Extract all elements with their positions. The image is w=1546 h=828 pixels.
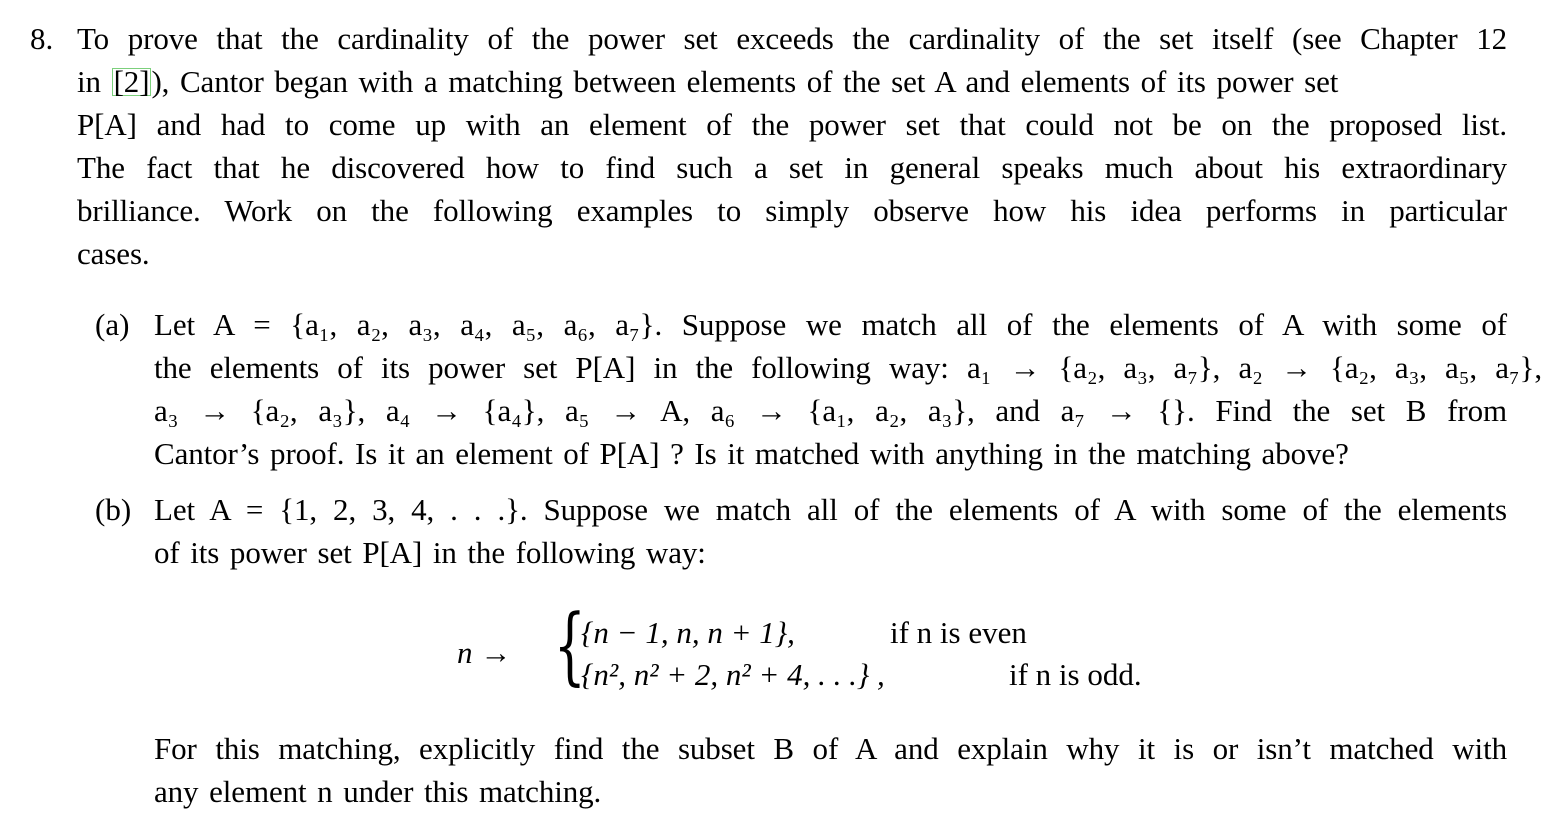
case-even-condition: if n is even (890, 615, 1027, 650)
intro-line-6: cases. (77, 236, 150, 271)
intro-line-2-rest: ), Cantor began with a matching between elements of the set A and elements of its power set (151, 64, 1339, 99)
problem-number: 8. (30, 21, 54, 56)
intro-line-4: The fact that he discovered how to find such a set in general speaks much about his extraordinary (77, 150, 1507, 185)
case-even-expression: {n − 1, n, n + 1}, (581, 615, 795, 650)
intro-line-1: To prove that the cardinality of the power set exceeds the cardinality of the set itself (see Chapter 12 (77, 21, 1507, 56)
part-a-line-4: Cantor’s proof. Is it an element of P[A] ? Is it matched with anything in the matching above? (154, 436, 1349, 471)
part-a-line-1: Let A = {a₁, a₂, a₃, a₄, a₅, a₆, a₇}. Suppose we match all of the elements of A with some of (154, 307, 1507, 342)
intro-line-3: P[A] and had to come up with an element of the power set that could not be on the proposed list. (77, 107, 1507, 142)
part-a-line-2: the elements of its power set P[A] in the following way: a₁ → {a₂, a₃, a₇}, a₂ → {a₂, a₃, a₅, a₇}, (154, 350, 1542, 385)
part-b-closing-line-2: any element n under this matching. (154, 774, 602, 809)
citation-link[interactable]: [2] (113, 64, 150, 99)
cases-lhs: n → (457, 635, 512, 670)
part-a-line-3: a₃ → {a₂, a₃}, a₄ → {a₄}, a₅ → A, a₆ → {a₁, a₂, a₃}, and a₇ → {}. Find the set B from (154, 393, 1507, 428)
part-b-line-2: of its power set P[A] in the following way: (154, 535, 706, 570)
case-odd-condition: if n is odd. (1009, 657, 1142, 692)
piecewise-definition (457, 596, 1197, 700)
part-b-closing-line-1: For this matching, explicitly find the subset B of A and explain why it is or isn’t matched with (154, 731, 1507, 766)
part-b-line-1: Let A = {1, 2, 3, 4, . . .}. Suppose we match all of the elements of A with some of the elements (154, 492, 1507, 527)
case-odd-expression: {n², n² + 2, n² + 4, . . .} , (581, 657, 885, 692)
intro-line-5: brilliance. Work on the following examples to simply observe how his idea performs in particular (77, 193, 1507, 228)
intro-line-2: in [2]), Cantor began with a matching between elements of the set A and elements of its power set (77, 64, 1339, 99)
cases-brace: { (553, 596, 586, 694)
part-a-label: (a) (95, 307, 130, 342)
part-b-label: (b) (95, 492, 132, 527)
